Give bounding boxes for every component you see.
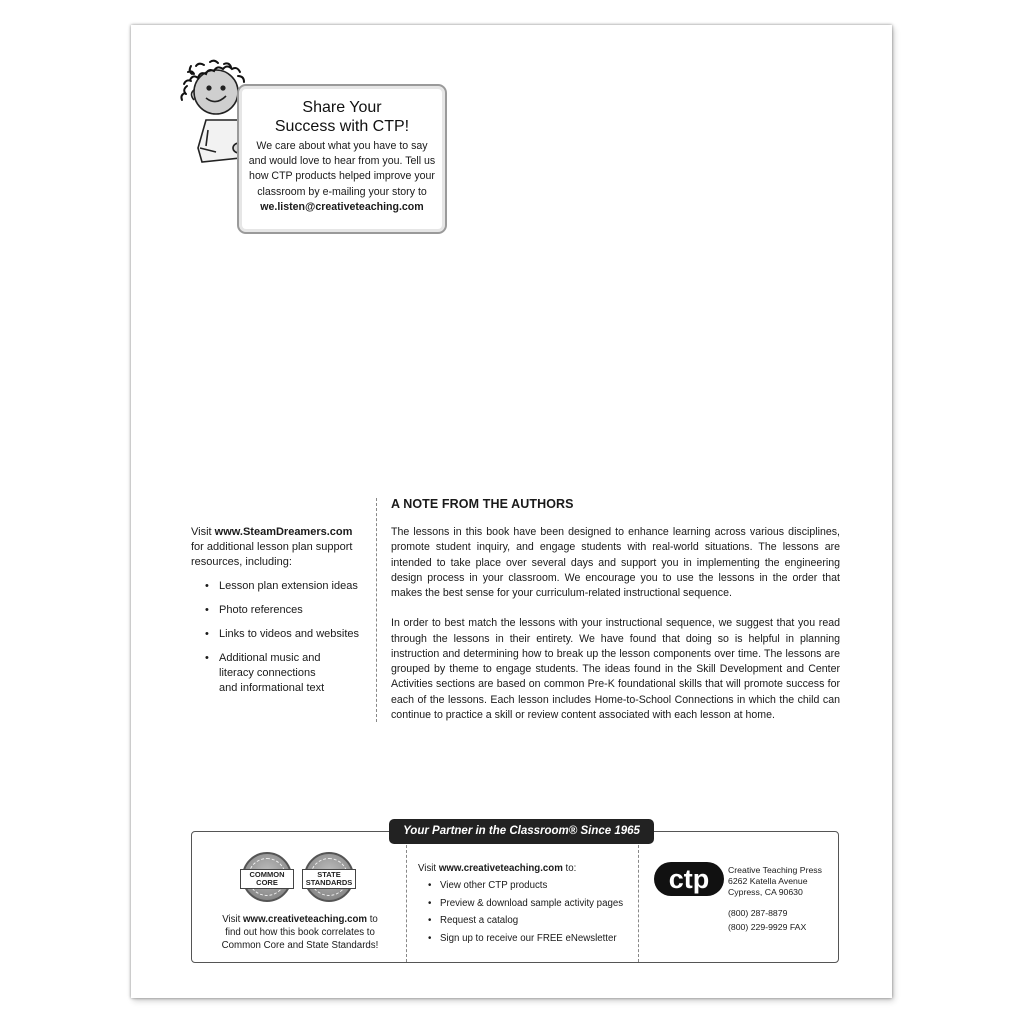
sidebar-visit-text	[191, 525, 371, 570]
badge-label	[302, 869, 356, 889]
address-line: 6262 Katella Avenue	[728, 875, 808, 886]
badge-label-line: STANDARDS	[305, 878, 353, 887]
share-body-line: We care about what you have to say	[256, 140, 428, 152]
mid-visit-text	[418, 862, 628, 875]
list-item	[205, 579, 371, 594]
note-paragraph: In order to best match the lessons with your instructional sequence, we suggest that you read through the lessons in their entirety. We have found that doing so is helpful in planning instruction and determining how to break up the lesson components over time. The lessons are grouped by theme to engage students. The ideas found in the Skill Development and Center Activities sections are based on common Pre-K foundational skills that will promote success for each of the lessons. Each lesson includes Home-to-School Connections in which the child can continue to practice a skill or review content associated with each lesson at home.	[391, 617, 840, 721]
list-item-text: • Photo references	[219, 604, 303, 616]
creativeteaching-link[interactable]: www.creativeteaching.com	[438, 863, 563, 874]
ctp-phones	[728, 907, 806, 934]
share-body	[247, 139, 437, 215]
ctp-address	[728, 865, 822, 897]
text-fragment: to:	[562, 863, 577, 874]
address-line: Cypress, CA 90630	[728, 886, 803, 897]
authors-note	[391, 497, 840, 738]
text-line: Common Core and State Standards!	[221, 940, 379, 951]
text-fragment: Visit	[418, 863, 439, 874]
ctp-offer-list	[428, 879, 628, 945]
list-item-text: • Additional music and	[219, 652, 321, 664]
steamdreamers-link[interactable]: www.SteamDreamers.com	[214, 526, 353, 538]
visit-line: for additional lesson plan support	[191, 541, 353, 553]
company-name: Creative Teaching Press	[728, 865, 822, 875]
ctp-logo-text: ctp	[668, 864, 710, 894]
list-item-text: and informational text	[219, 682, 325, 694]
list-item-text: • Lesson plan extension ideas	[219, 580, 358, 592]
list-item: • Request a catalog	[428, 914, 628, 927]
share-title	[249, 98, 435, 136]
share-success-box	[237, 84, 447, 234]
note-title: A NOTE FROM THE AUTHORS	[391, 497, 574, 511]
badge-label-line: COMMON	[249, 870, 285, 879]
note-paragraph: The lessons in this book have been designed to enhance learning across various disciplines, promote student inquiry, and engage students with real-world situations. The lessons are intended to take place over several days and support you in implementing the engineering design process in your classroom. We encourage you to use the lessons in the order that makes the best sense for your curriculum-related instructional sequence.	[391, 526, 840, 599]
badge-label	[240, 869, 294, 889]
list-item: • Preview & download sample activity pages	[428, 897, 628, 910]
share-body-line: and would love to hear from you. Tell us	[248, 155, 436, 168]
list-item: • Sign up to receive our FREE eNewsletter	[428, 932, 628, 945]
footer-banner: Your Partner in the Classroom® Since 1965	[389, 819, 654, 844]
list-item	[205, 627, 371, 642]
share-body-line: classroom by e-mailing your story to	[257, 185, 427, 198]
list-item-text: literacy connections	[219, 667, 316, 679]
column-divider	[376, 498, 377, 722]
ctp-logo	[653, 859, 725, 899]
footer-divider	[406, 845, 407, 962]
standards-badges	[240, 852, 360, 906]
ctp-links-section	[418, 862, 628, 949]
badge-label-line: STATE	[317, 870, 341, 879]
footer-divider	[638, 845, 639, 962]
state-standards-badge	[304, 852, 354, 902]
resources-sidebar	[191, 525, 371, 705]
list-item	[205, 651, 371, 696]
resource-list	[205, 579, 371, 696]
fax-number: (800) 229-9929 FAX	[728, 921, 807, 932]
text-fragment: to	[367, 914, 378, 925]
phone-number: (800) 287-8879	[728, 908, 788, 918]
visit-line: resources, including:	[191, 556, 292, 568]
text-fragment: Visit	[222, 914, 244, 925]
badge-label-line: CORE	[256, 878, 278, 887]
correlation-text	[210, 913, 390, 952]
text-line: find out how this book correlates to	[225, 927, 375, 938]
share-email-link[interactable]: we.listen@creativeteaching.com	[260, 200, 424, 213]
list-item: • View other CTP products	[428, 879, 628, 892]
share-title-line: Success with CTP!	[274, 118, 410, 135]
common-core-badge	[242, 852, 292, 902]
share-title-line: Share Your	[302, 99, 382, 116]
visit-prefix: Visit	[191, 526, 215, 538]
list-item	[205, 603, 371, 618]
list-item-text: • Links to videos and websites	[219, 628, 360, 640]
creativeteaching-link[interactable]: www.creativeteaching.com	[243, 914, 368, 925]
share-body-line: how CTP products helped improve your	[249, 170, 435, 183]
